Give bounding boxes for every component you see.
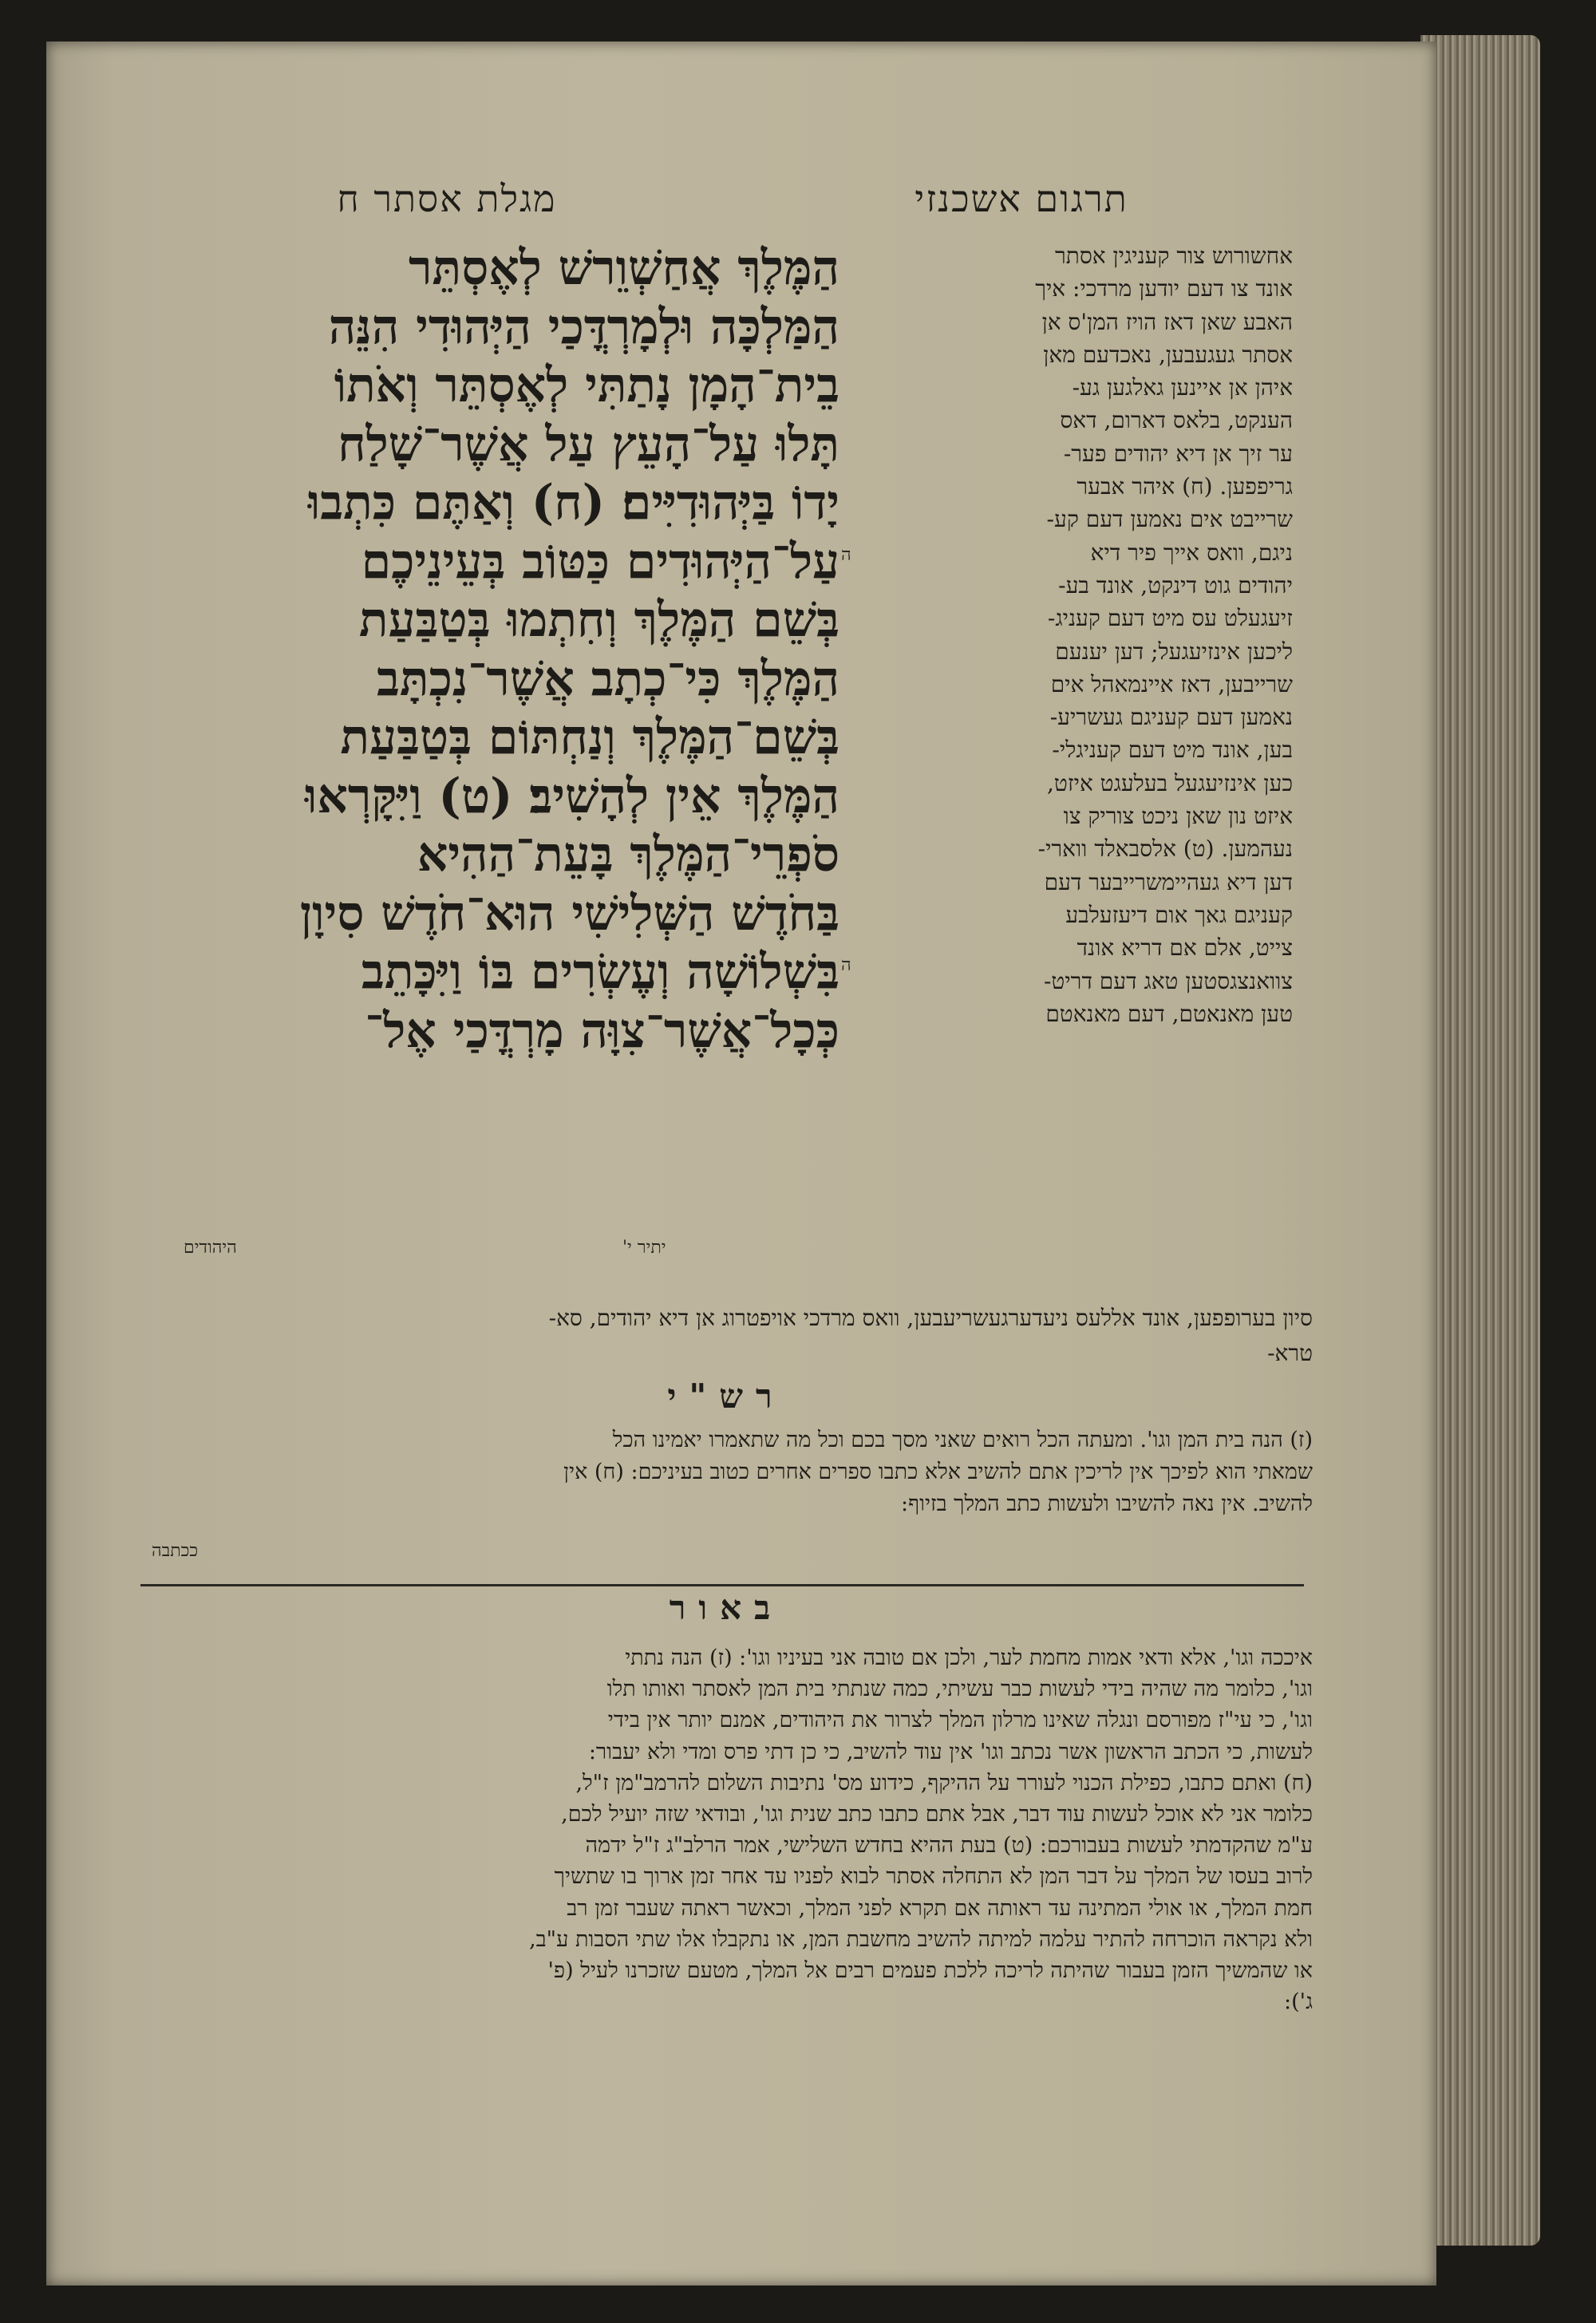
targum-line: קעניגם גאך אום דיעזעלבע	[1065, 901, 1293, 928]
biur-line: כלומר אני לא אוכל לעשות עוד דבר, אבל אתם כתבו כתב שנית וגו', ובודאי שזה יועיל לכם,	[561, 1801, 1313, 1827]
biur-commentary	[132, 1642, 1313, 2017]
targum-header: תרגום אשכנזי	[915, 177, 1128, 220]
targum-line: צוואנצגסטען טאג דעם דריט-	[1043, 967, 1293, 994]
verse-line: סֹפְרֵי־הַמֶּלֶךְ בָּעֵת־הַהִיא	[417, 827, 839, 883]
targum-line: צייט, אלם אם דריא אונד	[1077, 934, 1293, 962]
targum-line: ניגם, וואס אייך פיר דיא	[1090, 539, 1293, 566]
targum-line: זיעגעלט עס מיט דעם קעניג-	[1047, 605, 1293, 632]
biur-line: ע"מ שהקדמתי לעשות בעבורכם: (ט) בעת ההיא בחדש השלישי, אמר הרלב"ג ז"ל ידמה	[585, 1833, 1313, 1859]
verse-line: יָדוֹ בַּיְּהוּדִיִּים׃ (ח) וְאַתֶּם כִּתְבוּ	[307, 475, 839, 531]
verse-line: עַל־הַיְּהוּדִים כַּטּוֹב בְּעֵינֵיכֶם	[361, 533, 839, 590]
verse-line: הַמֶּלֶךְ אֲחַשְׁוֵרשׁ לְאֶסְתֵּר	[409, 240, 839, 296]
verse-line: הַמֶּלֶךְ כִּי־כְתָב אֲשֶׁר־נִכְתָּב	[376, 650, 839, 707]
page-edges	[1420, 35, 1540, 2246]
catchword: יתיר י'	[622, 1238, 666, 1258]
targum-column	[878, 239, 1293, 1030]
verse-line: בֵית־הָמָן נָתַתִּי לְאֶסְתֵּר וְאֹתוֹ	[334, 358, 839, 413]
targum-cont-line: טרא-	[1267, 1340, 1313, 1366]
targum-line: אונד צו דעם יודען מרדכי: איך	[1035, 275, 1293, 302]
targum-continuation	[132, 1301, 1313, 1371]
verse-line: בִּשְׁלוֹשָׁה וְעֶשְׂרִים בּוֹ וַיִּכָּתֵב	[361, 944, 839, 1000]
margin-mark: ה	[841, 545, 851, 565]
catchword: היהודים	[184, 1238, 237, 1258]
targum-line: גריפפען. (ח) איהר אבער	[1077, 473, 1293, 500]
section-divider	[140, 1584, 1304, 1586]
megillah-text	[137, 239, 839, 1061]
biur-line: (ח) ואתם כתבו, כפילת הכנוי לעורר על ההיקף, כידוע מס' נתיבות השלום להרמב"מן ז"ל,	[575, 1770, 1313, 1796]
targum-line: יהודים גוט דינקט, אונד בע-	[1058, 571, 1293, 599]
biur-heading: באור	[669, 1588, 784, 1627]
verse-line: בְּשֵׁם־הַמֶּלֶךְ וְנַחְתּוֹם בְּטַבַּעַת	[340, 709, 839, 765]
targum-line: נעהמען. (ט) אלסבאלד ווארי-	[1037, 836, 1293, 863]
biur-line: או שהמשיך הזמן בעבור שהיתה לריכה ללכת פעמים רבים אל המלך, מטעם שזכרנו לעיל (פ'	[547, 1958, 1313, 1983]
verse-line: בְּשֵׁם הַמֶּלֶךְ וְחִתְמוּ בְּטַבַּעַת	[358, 592, 839, 648]
biur-line: חמת המלך, או אולי המתינה עד ראותה אם תקרא לפני המלך, וכאשר ראתה שעבר זמן רב	[567, 1895, 1313, 1921]
margin-mark: ה	[841, 955, 851, 975]
biur-line: ולא נקראה הוכרחה להתיר עלמה למיתה להשיב מחשבת המן, או נתקבלו אלו שתי הסבות ע"ב,	[529, 1926, 1313, 1952]
targum-line: בען, אונד מיט דעם קעניגלי-	[1052, 737, 1293, 764]
targum-line: איהן אן איינען גאלגען גע-	[1072, 374, 1293, 401]
biur-line: ג'):	[1284, 1989, 1313, 2015]
verse-line: בַּחֹדֶשׁ הַשְּׁלִישִׁי הוּא־חֹדֶשׁ סִיוָן	[299, 885, 839, 942]
biur-line: וגו', כי עי"ז מפורסם ונגלה שאינו מרלון המלך לצרור את היהודים, אמנם יותר אין בידי	[607, 1708, 1313, 1733]
targum-line: שרייבט אים נאמען דעם קע-	[1046, 506, 1293, 533]
verse-line: כְּכָל־אֲשֶׁר־צִוָּה מָרְדֳּכַי אֶל־	[365, 1002, 839, 1059]
targum-line: טען מאנאטם, דעם מאנאטם	[1045, 1000, 1293, 1027]
biur-line: וגו', כלומר מה שהיה בידי לעשות כבר עשיתי, כמה שנתתי בית המן לאסתר ואותו תלו	[606, 1677, 1313, 1702]
rashi-commentary	[132, 1424, 1313, 1520]
biur-line: לעשות, כי הכתב הראשון אשר נכתב וגו' אין עוד להשיב, כי כן דתי פרס ומדי ולא יעבור:	[588, 1739, 1313, 1764]
targum-line: דען דיא געהיימשרייבער דעם	[1044, 868, 1293, 895]
rashi-line: שמאתי הוא לפיכך אין לריכין אתם להשיב אלא כתבו ספרים אחרים כטוב בעיניכם: (ח) אין	[563, 1460, 1313, 1484]
catchword: ככתבה	[152, 1541, 199, 1561]
targum-line: הענקט, בלאס דארום, דאס	[1060, 407, 1293, 434]
verse-line: הַמֶּלֶךְ אֵין לְהָשִׁיב׃ (ט) וַיִּקָּרְאוּ	[305, 768, 839, 824]
targum-line: כען אינזיעגעל בעלעגט איזט,	[1047, 769, 1293, 796]
targum-line: אחשורוש צור קעניגין אסתר	[1055, 243, 1293, 269]
verse-line: הַמַּלְכָּה וּלְמָרְדֳּכַי הַיְּהוּדִי הִנֵּה	[328, 298, 839, 355]
targum-cont-line: סיון בערופפען, אונד אללעס ניעדערגעשריעבען, וואס מרדכי אויפטרוג אן דיא יהודים, סא-	[548, 1305, 1313, 1331]
verse-line: תָּלוּ עַל־הָעֵץ עַל אֲשֶׁר־שָׁלַח	[338, 416, 839, 472]
rashi-line: להשיב. אין נאה להשיבו ולעשות כתב המלך בזיוף:	[900, 1491, 1313, 1516]
targum-line: נאמען דעם קעניגם געשריע-	[1049, 704, 1293, 731]
rashi-heading: רש"י	[667, 1377, 785, 1416]
targum-line: אסתר געגעבען, נאכדעם מאן	[1043, 341, 1293, 368]
biur-line: איככה וגו', אלא ודאי אמות מחמת לער, ולכן אם טובה אני בעיניו וגו': (ז) הנה נתתי	[625, 1645, 1313, 1670]
megillah-header: מגלת אסתר ח	[337, 177, 557, 220]
targum-line: איזט נון שאן ניכט צוריק צו	[1063, 803, 1293, 830]
targum-line: ער זיך אן דיא יהודים פער-	[1063, 440, 1293, 467]
targum-line: שרייבען, דאז איינמאהל אים	[1050, 670, 1293, 697]
targum-line: האבע שאן דאז הויז המן'ס אן	[1041, 308, 1293, 335]
rashi-line: (ז) הנה בית המן וגו'. ומעתה הכל רואים שאני מסך בכם וכל מה שתאמרו יאמינו הכל	[612, 1428, 1313, 1452]
targum-line: ליכען אינזיעגעל; דען יענעם	[1055, 638, 1293, 665]
biur-line: לרוב בעסו של המלך על דבר המן לא התחלה אסתר לבוא לפניו עד אחר זמן ארוך בו שתשיך	[554, 1864, 1313, 1890]
